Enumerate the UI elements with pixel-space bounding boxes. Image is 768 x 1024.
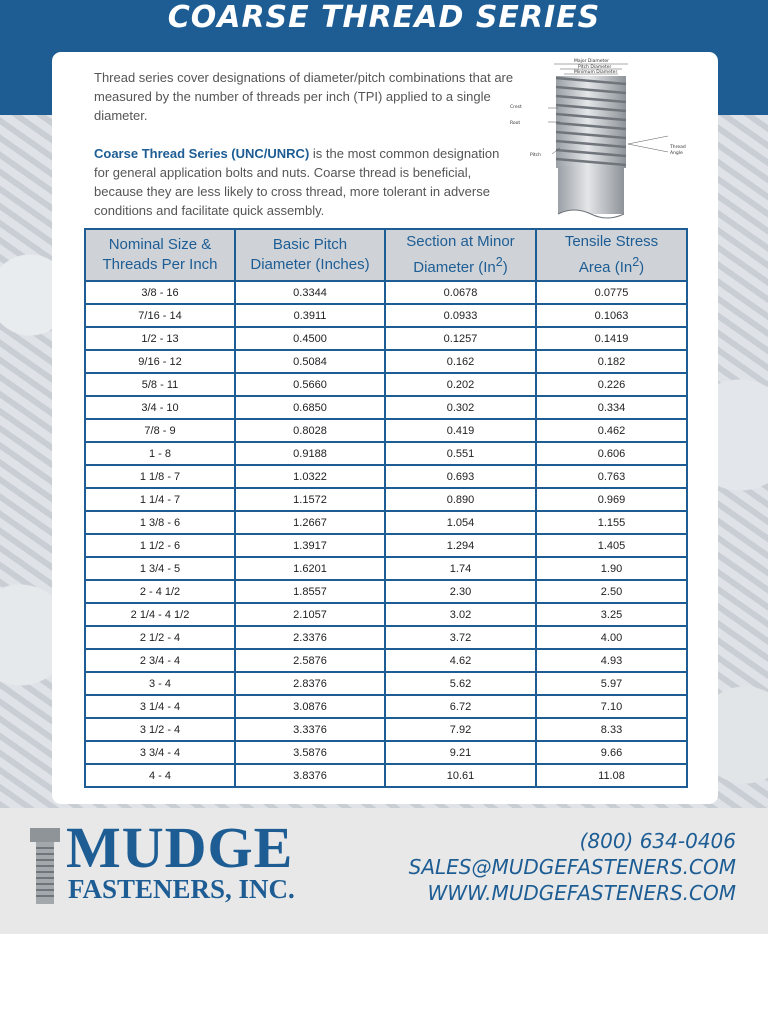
cell-nominal-size: 1 - 8 [85, 442, 235, 465]
cell-nominal-size: 5/8 - 11 [85, 373, 235, 396]
cell-basic-pitch: 0.3344 [235, 281, 385, 304]
cell-section-minor: 10.61 [385, 764, 536, 787]
cell-basic-pitch: 3.3376 [235, 718, 385, 741]
cell-section-minor: 5.62 [385, 672, 536, 695]
cell-basic-pitch: 2.5876 [235, 649, 385, 672]
cell-basic-pitch: 0.8028 [235, 419, 385, 442]
cell-basic-pitch: 0.6850 [235, 396, 385, 419]
intro-paragraph-1: Thread series cover designations of diameter/pitch combinations that are measured by the number of threads per inch (TPI) applied to a single diameter. [94, 70, 514, 123]
cell-tensile-area: 0.226 [536, 373, 687, 396]
cell-nominal-size: 1 1/2 - 6 [85, 534, 235, 557]
table-row [85, 695, 687, 718]
header-section-minor: Section at Minor Diameter (In$^2$) [385, 229, 536, 281]
cell-tensile-area: 5.97 [536, 672, 687, 695]
cell-nominal-size: 1 1/8 - 7 [85, 465, 235, 488]
cell-section-minor: 4.62 [385, 649, 536, 672]
cell-tensile-area: 1.155 [536, 511, 687, 534]
cell-basic-pitch: 1.2667 [235, 511, 385, 534]
logo-wordmark: MUDGE [66, 815, 294, 880]
table-row [85, 741, 687, 764]
header-basic-pitch: Basic Pitch Diameter (Inches) [235, 229, 385, 281]
label-major-diameter: Major Diameter [574, 59, 609, 64]
cell-basic-pitch: 2.3376 [235, 626, 385, 649]
table-body [85, 281, 687, 787]
cell-section-minor: 1.74 [385, 557, 536, 580]
table-row [85, 419, 687, 442]
cell-tensile-area: 4.00 [536, 626, 687, 649]
table-row [85, 764, 687, 787]
table-row [85, 718, 687, 741]
label-thread-angle-2: Angle [670, 151, 683, 156]
table-row [85, 281, 687, 304]
cell-basic-pitch: 0.5084 [235, 350, 385, 373]
cell-basic-pitch: 3.8376 [235, 764, 385, 787]
unc-term: Coarse Thread Series (UNC/UNRC) [94, 146, 310, 161]
cell-section-minor: 3.72 [385, 626, 536, 649]
table-row [85, 373, 687, 396]
cell-basic-pitch: 2.1057 [235, 603, 385, 626]
email-link[interactable]: SALES@MUDGEFASTENERS.COM [408, 855, 736, 879]
cell-tensile-area: 0.1419 [536, 327, 687, 350]
website-link[interactable]: WWW.MUDGEFASTENERS.COM [427, 881, 736, 905]
cell-section-minor: 2.30 [385, 580, 536, 603]
cell-tensile-area: 1.405 [536, 534, 687, 557]
label-pitch: Pitch [530, 153, 541, 158]
contact-info [409, 828, 736, 906]
cell-section-minor: 0.0678 [385, 281, 536, 304]
header-nominal-size: Nominal Size & Threads Per Inch [85, 229, 235, 281]
label-root: Root [510, 121, 521, 126]
table-row [85, 557, 687, 580]
cell-nominal-size: 4 - 4 [85, 764, 235, 787]
table-row [85, 488, 687, 511]
cell-tensile-area: 9.66 [536, 741, 687, 764]
thread-profile [556, 76, 626, 168]
cell-tensile-area: 0.763 [536, 465, 687, 488]
label-pitch-diameter: Pitch Diameter [578, 65, 612, 70]
cell-basic-pitch: 3.5876 [235, 741, 385, 764]
cell-section-minor: 1.294 [385, 534, 536, 557]
cell-tensile-area: 4.93 [536, 649, 687, 672]
coarse-thread-table [84, 228, 688, 788]
unc-description: is the most common designation for general application bolts and nuts. Coarse thread is beneficial, because they are less likely to cross thread, more tolerant in adverse conditions and facilitate quick assembly. [94, 146, 500, 218]
thread-diagram [508, 56, 690, 220]
cell-nominal-size: 9/16 - 12 [85, 350, 235, 373]
cell-nominal-size: 1/2 - 13 [85, 327, 235, 350]
cell-tensile-area: 0.182 [536, 350, 687, 373]
cell-section-minor: 0.162 [385, 350, 536, 373]
cell-basic-pitch: 1.3917 [235, 534, 385, 557]
cell-tensile-area: 2.50 [536, 580, 687, 603]
cell-basic-pitch: 1.6201 [235, 557, 385, 580]
cell-basic-pitch: 1.0322 [235, 465, 385, 488]
table-row [85, 511, 687, 534]
table-row [85, 396, 687, 419]
table-row [85, 442, 687, 465]
cell-tensile-area: 8.33 [536, 718, 687, 741]
cell-section-minor: 9.21 [385, 741, 536, 764]
cell-tensile-area: 0.1063 [536, 304, 687, 327]
cell-nominal-size: 3 1/4 - 4 [85, 695, 235, 718]
table-row [85, 626, 687, 649]
bolt-logo-icon [28, 826, 62, 908]
bolt-shank [558, 166, 624, 214]
table-row [85, 649, 687, 672]
mudge-logo [28, 815, 328, 910]
table-row [85, 580, 687, 603]
cell-nominal-size: 3 - 4 [85, 672, 235, 695]
phone-number[interactable]: (800) 634-0406 [579, 829, 736, 853]
cell-nominal-size: 7/16 - 14 [85, 304, 235, 327]
table-header-row [85, 229, 687, 281]
cell-nominal-size: 2 1/2 - 4 [85, 626, 235, 649]
cell-tensile-area: 0.0775 [536, 281, 687, 304]
cell-basic-pitch: 0.9188 [235, 442, 385, 465]
cell-section-minor: 7.92 [385, 718, 536, 741]
cell-tensile-area: 0.606 [536, 442, 687, 465]
cell-section-minor: 0.202 [385, 373, 536, 396]
intro-paragraph-2 [94, 144, 514, 220]
label-thread-angle-1: Thread [670, 145, 686, 150]
cell-nominal-size: 1 3/8 - 6 [85, 511, 235, 534]
cell-basic-pitch: 1.1572 [235, 488, 385, 511]
table-row [85, 534, 687, 557]
table-row [85, 350, 687, 373]
cell-nominal-size: 2 - 4 1/2 [85, 580, 235, 603]
table-row [85, 465, 687, 488]
cell-section-minor: 0.0933 [385, 304, 536, 327]
cell-tensile-area: 3.25 [536, 603, 687, 626]
cell-section-minor: 3.02 [385, 603, 536, 626]
cell-basic-pitch: 1.8557 [235, 580, 385, 603]
cell-section-minor: 6.72 [385, 695, 536, 718]
cell-basic-pitch: 0.5660 [235, 373, 385, 396]
label-crest: Crest [510, 105, 522, 110]
table-row [85, 672, 687, 695]
cell-basic-pitch: 2.8376 [235, 672, 385, 695]
table-row [85, 327, 687, 350]
logo-subtitle: FASTENERS, INC. [68, 874, 295, 904]
cell-nominal-size: 3 3/4 - 4 [85, 741, 235, 764]
cell-nominal-size: 2 1/4 - 4 1/2 [85, 603, 235, 626]
cell-tensile-area: 7.10 [536, 695, 687, 718]
cell-section-minor: 1.054 [385, 511, 536, 534]
header-tensile-stress: Tensile Stress Area (In$^2$) [536, 229, 687, 281]
cell-nominal-size: 3/8 - 16 [85, 281, 235, 304]
cell-nominal-size: 3/4 - 10 [85, 396, 235, 419]
intro-text [94, 68, 514, 220]
table-row [85, 603, 687, 626]
cell-nominal-size: 1 3/4 - 5 [85, 557, 235, 580]
cell-nominal-size: 1 1/4 - 7 [85, 488, 235, 511]
cell-basic-pitch: 3.0876 [235, 695, 385, 718]
cell-tensile-area: 0.462 [536, 419, 687, 442]
cell-section-minor: 0.419 [385, 419, 536, 442]
table-row [85, 304, 687, 327]
cell-nominal-size: 2 3/4 - 4 [85, 649, 235, 672]
label-minimum-diameter: Minimum Diameter [574, 70, 618, 75]
cell-nominal-size: 7/8 - 9 [85, 419, 235, 442]
cell-tensile-area: 0.334 [536, 396, 687, 419]
cell-section-minor: 0.551 [385, 442, 536, 465]
cell-tensile-area: 1.90 [536, 557, 687, 580]
cell-basic-pitch: 0.3911 [235, 304, 385, 327]
cell-section-minor: 0.302 [385, 396, 536, 419]
cell-nominal-size: 3 1/2 - 4 [85, 718, 235, 741]
cell-section-minor: 0.1257 [385, 327, 536, 350]
cell-tensile-area: 0.969 [536, 488, 687, 511]
cell-section-minor: 0.693 [385, 465, 536, 488]
cell-section-minor: 0.890 [385, 488, 536, 511]
cell-basic-pitch: 0.4500 [235, 327, 385, 350]
page-title: COARSE THREAD SERIES [167, 0, 601, 35]
cell-tensile-area: 11.08 [536, 764, 687, 787]
